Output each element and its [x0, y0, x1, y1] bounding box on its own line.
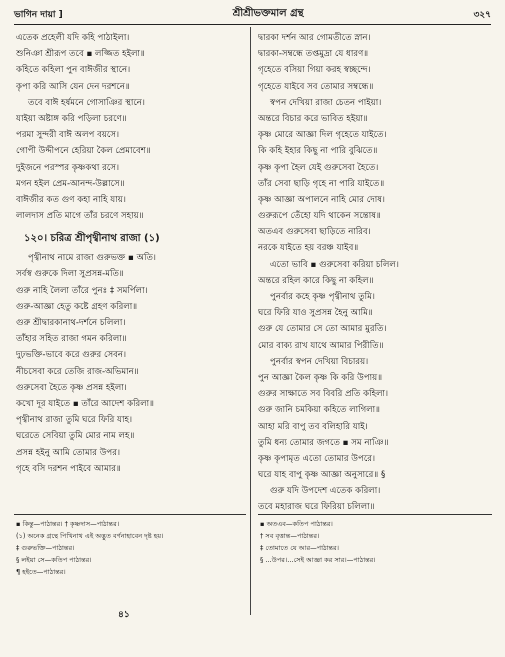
verse-line: নরকে যাইতে হয় বরঞ্চ যাইব॥: [258, 243, 359, 254]
verse-line: কখো দূর যাইতে ▪ তাঁরে আদেশ করিলা॥: [16, 398, 155, 409]
verse-line: অন্তরে রহিল কারে কিছু না কহিল॥: [258, 275, 374, 286]
header-page: ৩২৭: [473, 9, 491, 20]
footnote: ▪ অতএব—কতিপ পাঠান্তর।: [260, 520, 333, 528]
verse-line: বাঈজীর কত গুণ কহা নাহি যায়।: [16, 194, 126, 205]
verse-line: গৃহে বসি দরশন পাইবে আমার॥: [16, 463, 121, 474]
verse-line: ঘরেতে সেবিয়া তুমি মোর নাম লহ॥: [16, 431, 135, 442]
verse-line: গুরু শ্রীদ্বারকানাথ-দর্শনে চলিলা।: [16, 318, 126, 328]
verse-line: দুইজনে পরস্পর কৃষ্ণকথা রসে।: [16, 162, 120, 173]
header-title: শ্রীশ্রীভক্তমাল গ্রন্থ: [232, 7, 304, 19]
verse-line: কহিতে কহিলা পুন বাঈজীর স্থানে।: [16, 65, 131, 76]
verse-line: গুরু-আজ্ঞা হেতু কষ্টে গ্রহণ করিলা॥: [16, 301, 138, 312]
verse-line: এতেক প্রহেলী যদি কহি পাঠাইলা।: [16, 33, 130, 43]
verse-line: প্রসন্ন হইনু আমি তোমার উপর।: [16, 447, 121, 458]
verse-line: গুরু যদি উপদেশ এতেক করিলা।: [270, 486, 381, 497]
verse-line: দ্বারকা-সম্বন্ধে তপ্তমুদ্রা যে ধারণ॥: [258, 49, 369, 60]
verse-line: তাঁর সেবা ছাড়ি গৃহে না পারি যাইতে॥: [258, 178, 385, 189]
verse-line: পুনর্বার স্বপন দেখিয়া বিচারয়।: [270, 356, 369, 367]
verse-line: কি কহি ইহার কিছু না পারি বুঝিতে॥: [258, 146, 378, 157]
verse-line: যাইয়া অষ্টাঙ্গ করি পড়িলা চরণে॥: [16, 113, 127, 124]
verse-line: গুরুরূপে তেঁহো যদি থাকেন সন্তোষ॥: [258, 211, 381, 222]
verse-line: শুনিঞা শ্রীরূপ তবে ▪ লজ্জিত হইলা॥: [16, 49, 145, 60]
verse-line: আহা মরি বাপু তব বলিহারি যাই।: [258, 421, 368, 432]
footnote-rule-right: [258, 514, 492, 515]
verse-line: অন্তরে বিচার করে ভাবিত হইয়া॥: [258, 113, 368, 124]
verse-line: কৃষ্ণ মোরে আজ্ঞা দিল গৃহেতে যাইতে।: [258, 130, 387, 141]
right-column: [258, 30, 494, 516]
left-verses-bottom: [16, 250, 248, 477]
verse-line: তবে মহারাজ ঘরে ফিরিয়া চলিলা॥: [258, 502, 375, 513]
verse-line: পরমা সুন্দরী বাঈ অলপ বয়সে।: [16, 130, 120, 141]
verse-line: সর্বস্ব গুরুকে দিলা সুপ্রসন্ন-মতি॥: [16, 269, 124, 280]
verse-line: তবে বাঈ হর্ষমনে গোসাঞির স্থানে।: [28, 97, 145, 108]
left-column: [16, 30, 248, 477]
footnote-rule-left: [14, 514, 246, 515]
verse-line: অতএব গুরুসেবা ছাড়িতে নারিব।: [258, 227, 371, 238]
verse-line: ঘরে যাহ বাপু কৃষ্ণ আজ্ঞা অনুসারে॥ §: [258, 470, 386, 481]
footnote: § ...উপর।...সেই আজ্ঞা কর সার।—পাঠান্তর।: [260, 556, 376, 564]
verse-line: পুনর্বার কহে কৃষ্ণ পৃথ্বীনাথ তুমি।: [270, 292, 375, 302]
verse-line: গুরু নাহি লৈলা তাঁরে পুনঃ ‡ সমর্পিলা।: [16, 285, 148, 296]
footnote: ‡ তোমাতে যে আর—পাঠান্তর।: [260, 544, 340, 552]
verse-line: লালদাস প্রতি মাগে তাঁর চরণে সহায়॥: [16, 211, 144, 222]
verse-line: কৃষ্ণ আজ্ঞা অপালনে নাহি মোর দোষ।: [258, 194, 386, 205]
verse-line: গুরু জানি চমকিয়া কহিতে লাগিলা॥: [258, 405, 380, 416]
footnote: † সব বৃত্তান্ত—পাঠান্তর।: [260, 532, 320, 540]
header-rule: [14, 24, 491, 25]
verse-line: মগন হইল প্রেম-আনন্দ-উল্লাসে॥: [16, 178, 125, 189]
footnote: ‡ গুরুভক্তি—পাঠান্তর।: [16, 544, 75, 552]
header-left: ভাগিন দায়া ]: [14, 9, 63, 20]
verse-line: গুরুসেবা হৈতে কৃষ্ণ প্রসন্ন হইলা।: [16, 382, 127, 393]
footnotes-right: [260, 518, 492, 566]
column-divider: [250, 27, 251, 615]
verse-line: পুন আজ্ঞা কৈল কৃষ্ণ কি করি উপায়॥: [258, 372, 383, 383]
left-verses-top: [16, 30, 248, 224]
footnotes-left: [16, 518, 246, 578]
verse-line: নীচসেবা করে তেজি রাজ-অভিমান॥: [16, 366, 139, 377]
verse-line: ঘরে ফিরি যাও সুপ্রসন্ন হৈনু আমি॥: [258, 308, 373, 319]
footnote: (১) অনেক গ্রন্থে পিখিনাথ এই অদ্ভুত বর্ণনাহাবেন দৃষ্ট হয়।: [16, 532, 164, 540]
verse-line: তুমি ধন্য তোমার জগতে ▪ সম নাঞি॥: [258, 437, 389, 448]
verse-line: গুরুর সাক্ষাতে সব বিবরি প্রতি কহিলা।: [258, 389, 389, 400]
verse-line: পৃথ্বীনাথ নামে রাজা গুরুভক্ত ▪ অতি।: [28, 253, 156, 264]
verse-line: কৃপা করি আসি যেন দেন দরশনে॥: [16, 81, 130, 92]
page-number: ৪১: [118, 610, 130, 620]
verse-line: দুঢ়ভক্তি-ভাবে করে গুরুর সেবন।: [16, 350, 127, 361]
verse-line: কৃষ্ণ কৃপামৃত এতো তোমার উপরে।: [258, 453, 376, 464]
verse-line: স্বপন দেখিয়া রাজা চেতন পাইয়া।: [270, 97, 382, 108]
verse-line: তাঁহার সহিত রাজা গমন করিলা॥: [16, 334, 127, 345]
verse-line: গুরু যে তোমার সে তো আমার মুরতি।: [258, 324, 387, 335]
verse-line: মোর বাক্য রাখ যাথে আমার পিরীতি॥: [258, 340, 384, 351]
verse-line: দ্বারকা দর্শন আর গোমতীতে স্নান।: [258, 33, 371, 43]
footnote: ¶ হইতে—পাঠান্তর।: [16, 568, 66, 576]
footnote: § লইয়া সে—কতিপ পাঠান্তর।: [16, 556, 92, 564]
running-header: [14, 6, 491, 22]
verse-line: গৃহেতে যাইবে সব তোমার সম্বন্ধে॥: [258, 81, 374, 92]
verse-line: গৃহেতে বসিয়া গিয়া করহ স্বচ্ছন্দে।: [258, 65, 371, 76]
verse-line: এতো ভাবি ▪ গুরুসেবা করিয়া চলিল।: [270, 259, 399, 270]
chapter-heading: ১২০। চরিত্র শ্রীপৃথ্বীনাথ রাজা (১): [24, 233, 160, 245]
verse-line: গোপী উদ্দীপনে হেরিয়া কৈল প্রেমাবেশ॥: [16, 146, 151, 157]
footnote: ▪ কিন্তু—পাঠান্তর। † কৃষ্ণদাস—পাঠান্তর।: [16, 520, 120, 528]
verse-line: কৃষ্ণ কৃপা হৈল যেই গুরুসেবা হৈতে।: [258, 162, 379, 173]
verse-line: পৃথ্বীনাথ রাজা তুমি ঘরে ফিরি যাহ।: [16, 415, 133, 426]
